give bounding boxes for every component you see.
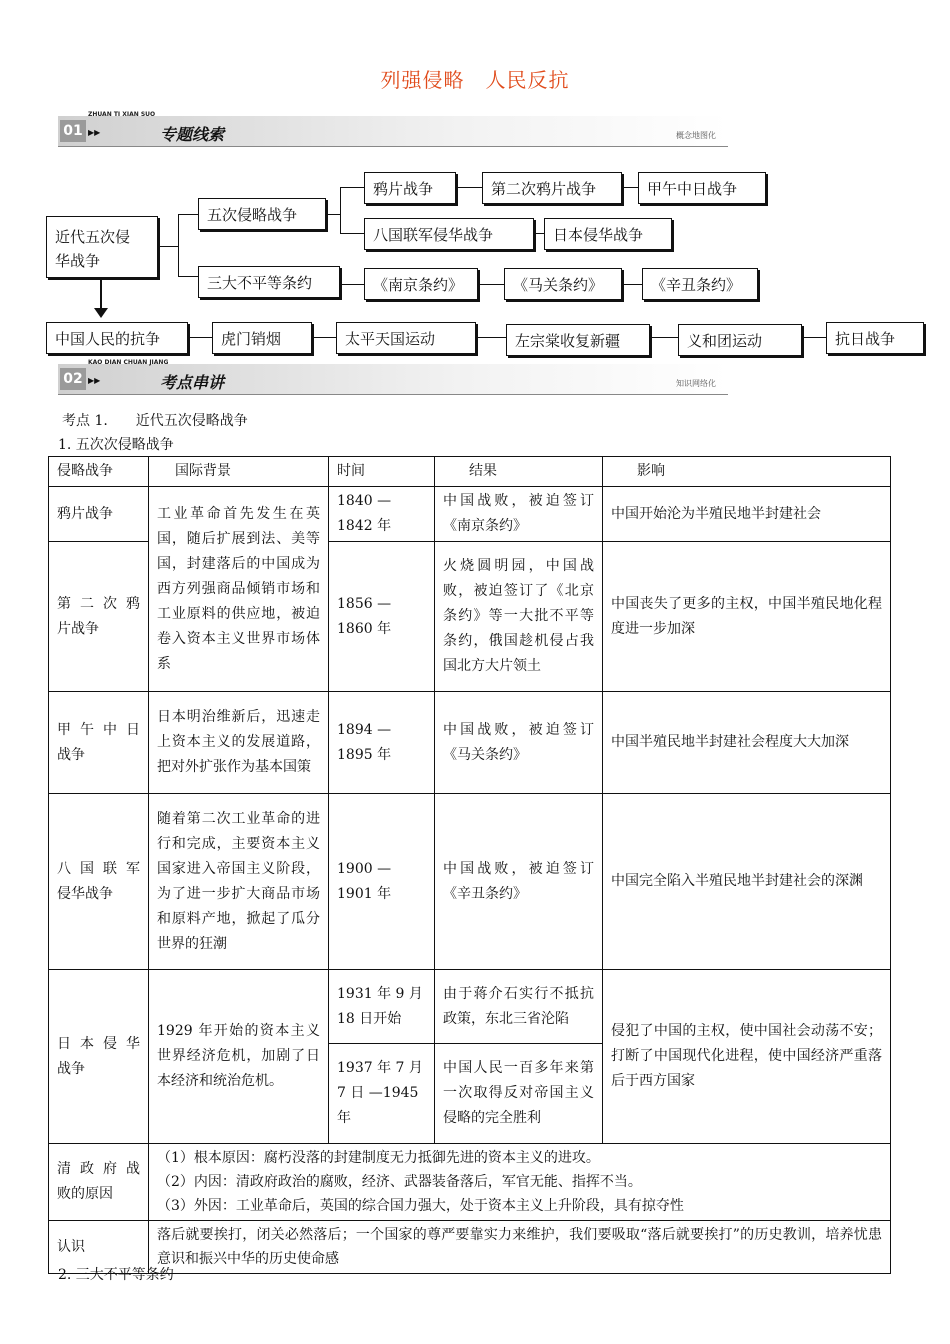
table-header: 影响 [603,457,891,487]
table-header: 结果 [435,457,603,487]
flow-treaty-2: 《马关条约》 [504,268,622,300]
war-time: 1840 — 1842 年 [329,487,435,542]
wars-table [48,456,891,1274]
war-impact: 中国开始沦为半殖民地半封建社会 [603,487,891,542]
flow-root: 近代五次侵华战争 [46,216,158,278]
subsection-heading-2: 2. 三大不平等条约 [58,1267,174,1283]
war-impact: 中国完全陷入半殖民地半封建社会的深渊 [603,794,891,970]
banner-pinyin: ZHUAN TI XIAN SUO [88,111,156,118]
down-arrow-icon [94,308,108,318]
war-background: 日本明治维新后，迅速走上资本主义的发展道路，把对外扩张作为基本国策 [149,692,329,794]
page-title: 列强侵略 人民反抗 [380,68,570,92]
flow-war-3: 甲午中日战争 [638,172,766,204]
flow-resist-5: 抗日战争 [826,322,924,354]
war-time: 1900 — 1901 年 [329,794,435,970]
war-impact: 中国丧失了更多的主权，中国半殖民地化程度进一步加深 [603,542,891,692]
war-result: 中国战败，被迫签订《辛丑条约》 [435,794,603,970]
banner-title: 考点串讲 [160,373,225,392]
reason-item: （2）内因：清政府政治的腐败，经济、武器装备落后，军官无能、指挥不当。 [157,1174,642,1190]
flow-resist-3: 左宗棠收复新疆 [506,324,650,356]
table-row [49,970,891,1044]
table-header-row [49,457,891,487]
table-row [49,1221,891,1274]
table-header: 侵略战争 [49,457,149,487]
war-time: 1856 — 1860 年 [329,542,435,692]
table-row [49,1144,891,1221]
section-banner-kaodian [58,359,728,395]
war-name: 第 二 次 鸦 片战争 [49,542,149,692]
flow-wars-label: 五次侵略战争 [198,198,326,230]
war-impact: 侵犯了中国的主权，使中国社会动荡不安；打断了中国现代化进程，使中国经济严重落后于西方国家 [603,970,891,1144]
war-name: 八 国 联 军 侵华战争 [49,794,149,970]
banner-title: 专题线索 [160,125,225,144]
banner-number: 02 [60,368,86,390]
table-header: 国际背景 [149,457,329,487]
war-time: 1894 — 1895 年 [329,692,435,794]
war-result: 中国战败，被迫签订《马关条约》 [435,692,603,794]
reasons-cell [149,1144,891,1221]
reasons-label: 清 政 府 战 败的原因 [49,1144,149,1221]
insight-label: 认识 [49,1221,149,1274]
banner-number: 01 [60,120,86,142]
banner-pinyin: KAO DIAN CHUAN JIANG [88,359,169,366]
war-impact: 中国半殖民地半封建社会程度大大加深 [603,692,891,794]
flow-treaties-label: 三大不平等条约 [198,266,340,298]
flow-treaty-3: 《辛丑条约》 [642,268,758,300]
arrow-icon: ▶▶ [88,128,101,137]
war-result: 由于蒋介石实行不抵抗政策，东北三省沦陷 [435,970,603,1044]
flow-resist-4: 义和团运动 [678,324,802,356]
insight-cell: 落后就要挨打，闭关必然落后；一个国家的尊严要靠实力来维护，我们要吸取“落后就要挨打”的历史教训，培养忧患意识和振兴中华的历史使命感 [149,1221,891,1274]
war-time: 1931 年 9 月 18 日开始 [329,970,435,1044]
reason-item: （1）根本原因：腐朽没落的封建制度无力抵御先进的资本主义的进攻。 [157,1150,600,1166]
war-background: 1929 年开始的资本主义世界经济危机，加剧了日本经济和统治危机。 [149,970,329,1144]
table-row [49,692,891,794]
war-time: 1937 年 7 月 7 日 —1945 年 [329,1044,435,1144]
section-banner-zhuanti [58,111,728,147]
kaodian-heading: 考点 1. 近代五次侵略战争 [62,413,248,429]
war-result: 中国人民一百多年来第一次取得反对帝国主义侵略的完全胜利 [435,1044,603,1144]
banner-subtitle: 知识网络化 [676,379,716,388]
arrow-icon: ▶▶ [88,376,101,385]
flow-treaty-1: 《南京条约》 [364,268,478,300]
war-name: 日 本 侵 华 战争 [49,970,149,1144]
banner-subtitle: 概念地图化 [676,131,716,140]
flow-war-4: 八国联军侵华战争 [364,218,534,250]
flow-resist-1: 虎门销烟 [212,322,312,354]
war-name: 甲 午 中 日 战争 [49,692,149,794]
flow-resist-label: 中国人民的抗争 [46,322,188,354]
table-row [49,487,891,542]
subsection-heading-1: 1. 五次次侵略战争 [58,437,174,453]
table-header: 时间 [329,457,435,487]
flow-war-1: 鸦片战争 [364,172,456,204]
war-result: 中国战败，被迫签订《南京条约》 [435,487,603,542]
flow-war-2: 第二次鸦片战争 [482,172,622,204]
table-row [49,794,891,970]
war-result: 火烧圆明园，中国战败，被迫签订了《北京条约》等一大批不平等条约，俄国趁机侵占我国北方大片领土 [435,542,603,692]
war-name: 鸦片战争 [49,487,149,542]
reason-item: （3）外因：工业革命后，英国的综合国力强大，处于资本主义上升阶段，具有掠夺性 [157,1198,684,1214]
war-background: 工业革命首先发生在英国，随后扩展到法、美等国，封建落后的中国成为西方列强商品倾销市场和工业原料的供应地，被迫卷入资本主义世界市场体系 [149,487,329,692]
war-background: 随着第二次工业革命的进行和完成，主要资本主义国家进入帝国主义阶段，为了进一步扩大商品市场和原料产地，掀起了瓜分世界的狂潮 [149,794,329,970]
flow-resist-2: 太平天国运动 [336,322,476,354]
flow-war-5: 日本侵华战争 [544,218,672,250]
